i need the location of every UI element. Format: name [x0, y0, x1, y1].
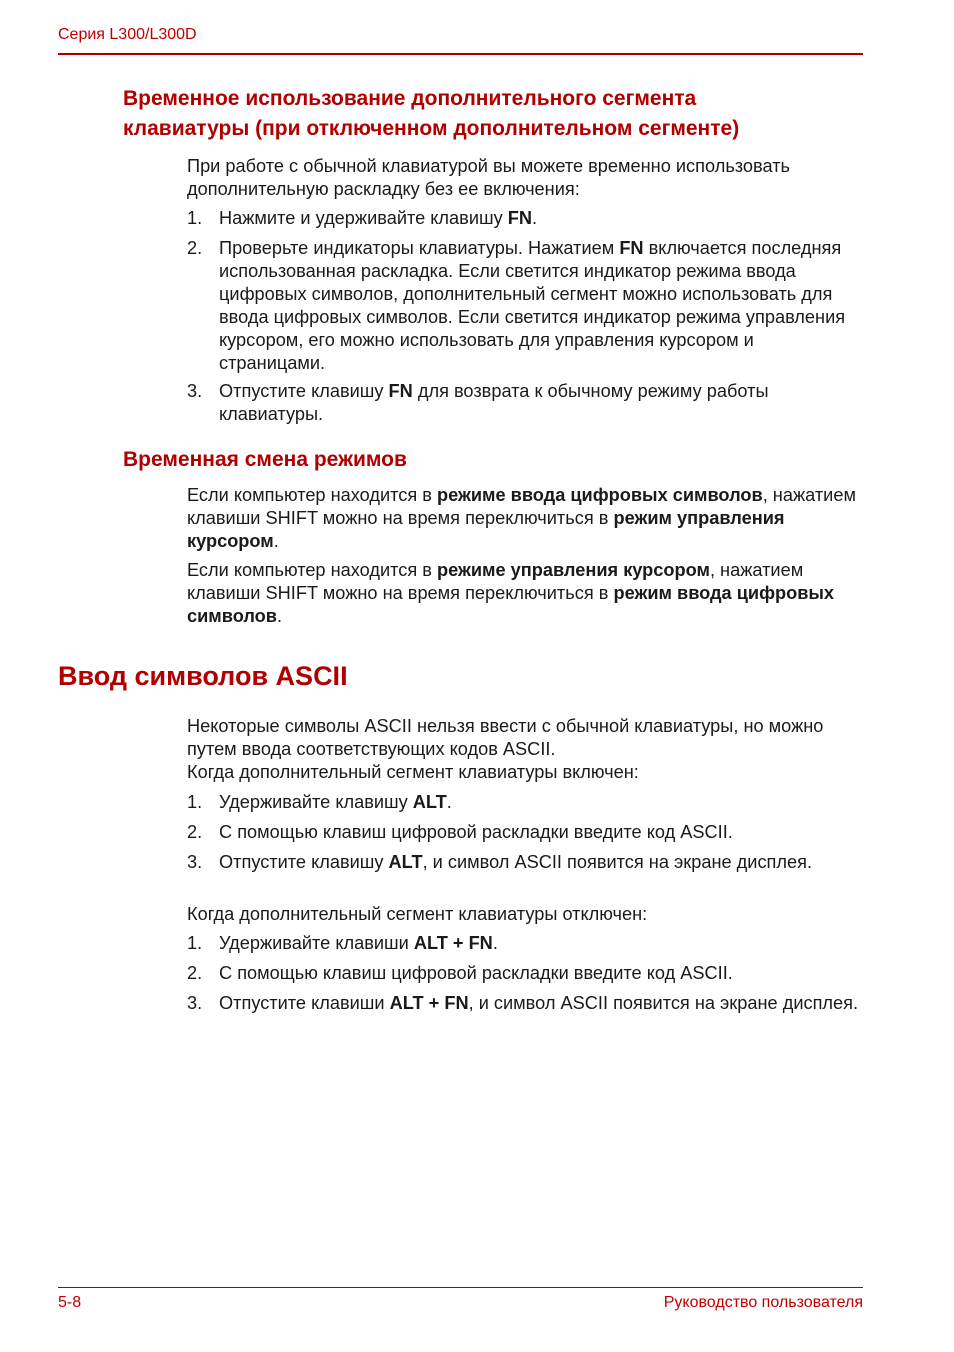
- list-item: [187, 791, 863, 814]
- step-text: Удерживайте клавиши: [219, 933, 414, 953]
- mode-name: режим управления курсором: [187, 508, 785, 551]
- key-name: FN: [507, 208, 532, 228]
- heading-mode-switch: Временная смена режимов: [123, 448, 407, 471]
- list-number: 2.: [187, 822, 203, 842]
- list-item: [187, 851, 863, 874]
- key-name: ALT + FN: [413, 933, 493, 953]
- list-item: [187, 821, 863, 844]
- heading-line: Временное использование дополнительного сегмента: [123, 87, 697, 110]
- step-text: С помощью клавиш цифровой раскладки введите код ASCII.: [219, 822, 733, 842]
- step-text: Нажмите и удерживайте клавишу: [219, 208, 508, 228]
- footer-title: Руководство пользователя: [663, 1294, 863, 1311]
- list-item: [187, 962, 863, 985]
- list-number: 3.: [187, 993, 203, 1013]
- page-number: 5-8: [58, 1294, 82, 1311]
- step-text: .: [531, 208, 538, 228]
- key-name: ALT + FN: [389, 993, 469, 1013]
- header-rule: [58, 53, 863, 55]
- mode-paragraph: [187, 484, 863, 553]
- key-name: ALT: [388, 852, 423, 872]
- step-text: Отпустите клавишу: [219, 852, 389, 872]
- step-text: , и символ ASCII появится на экране дисплея.: [468, 993, 859, 1013]
- key-name: FN: [388, 381, 413, 401]
- step-text: Удерживайте клавишу: [219, 792, 413, 812]
- list-item: [187, 380, 863, 426]
- list-item: [187, 932, 863, 955]
- list-number: 2.: [187, 963, 203, 983]
- heading-temp-use: [123, 84, 863, 144]
- para-text: Если компьютер находится в: [187, 485, 437, 505]
- list-item: [187, 237, 863, 375]
- footer-rule: [58, 1287, 863, 1288]
- para-text: .: [273, 531, 279, 551]
- para-text: Если компьютер находится в: [187, 560, 437, 580]
- ascii-off-intro: Когда дополнительный сегмент клавиатуры отключен:: [187, 904, 648, 924]
- step-text: включается последняя использованная раскладка. Если светится индикатор режима ввода цифровых символов, дополнительный сегмент можно использовать для ввода цифровых символов. Если светится индикатор режима управления курсором, его можно использовать для управления курсором и страницами.: [219, 238, 846, 373]
- mode-name: режиме ввода цифровых символов: [436, 485, 763, 505]
- list-number: 1.: [187, 792, 203, 812]
- step-text: , и символ ASCII появится на экране дисплея.: [422, 852, 813, 872]
- step-text: Отпустите клавиши: [219, 993, 390, 1013]
- para-text: , нажатием клавиши SHIFT можно на время переключиться в: [187, 485, 856, 528]
- para-text: Некоторые символы ASCII нельзя ввести с обычной клавиатуры, но можно путем ввода соответствующих кодов ASCII.: [187, 716, 824, 759]
- list-number: 3.: [187, 381, 203, 401]
- mode-name: режим ввода цифровых символов: [187, 583, 835, 626]
- heading-ascii: Ввод символов ASCII: [58, 661, 348, 691]
- mode-paragraph: [187, 559, 863, 628]
- step-text: для возврата к обычному режиму работы клавиатуры.: [219, 381, 769, 424]
- step-text: Отпустите клавишу: [219, 381, 389, 401]
- step-text: Проверьте индикаторы клавиатуры. Нажатием: [219, 238, 620, 258]
- list-item: [187, 207, 863, 230]
- list-number: 1.: [187, 208, 203, 228]
- list-item: [187, 992, 863, 1015]
- heading-line: клавиатуры (при отключенном дополнительном сегменте): [123, 117, 740, 140]
- intro-paragraph: При работе с обычной клавиатурой вы можете временно использовать дополнительную раскладку без ее включения:: [187, 156, 791, 199]
- ascii-intro: [187, 715, 863, 784]
- key-name: FN: [619, 238, 644, 258]
- step-text: .: [446, 792, 452, 812]
- step-text: С помощью клавиш цифровой раскладки введите код ASCII.: [219, 963, 733, 983]
- list-number: 3.: [187, 852, 203, 872]
- key-name: ALT: [412, 792, 447, 812]
- list-number: 1.: [187, 933, 203, 953]
- para-text: Когда дополнительный сегмент клавиатуры включен:: [187, 762, 639, 782]
- mode-name: режиме управления курсором: [436, 560, 710, 580]
- para-text: , нажатием клавиши SHIFT можно на время переключиться в: [187, 560, 804, 603]
- step-text: .: [492, 933, 498, 953]
- list-number: 2.: [187, 238, 203, 258]
- running-header: Серия L300/L300D: [58, 26, 197, 43]
- para-text: .: [276, 606, 283, 626]
